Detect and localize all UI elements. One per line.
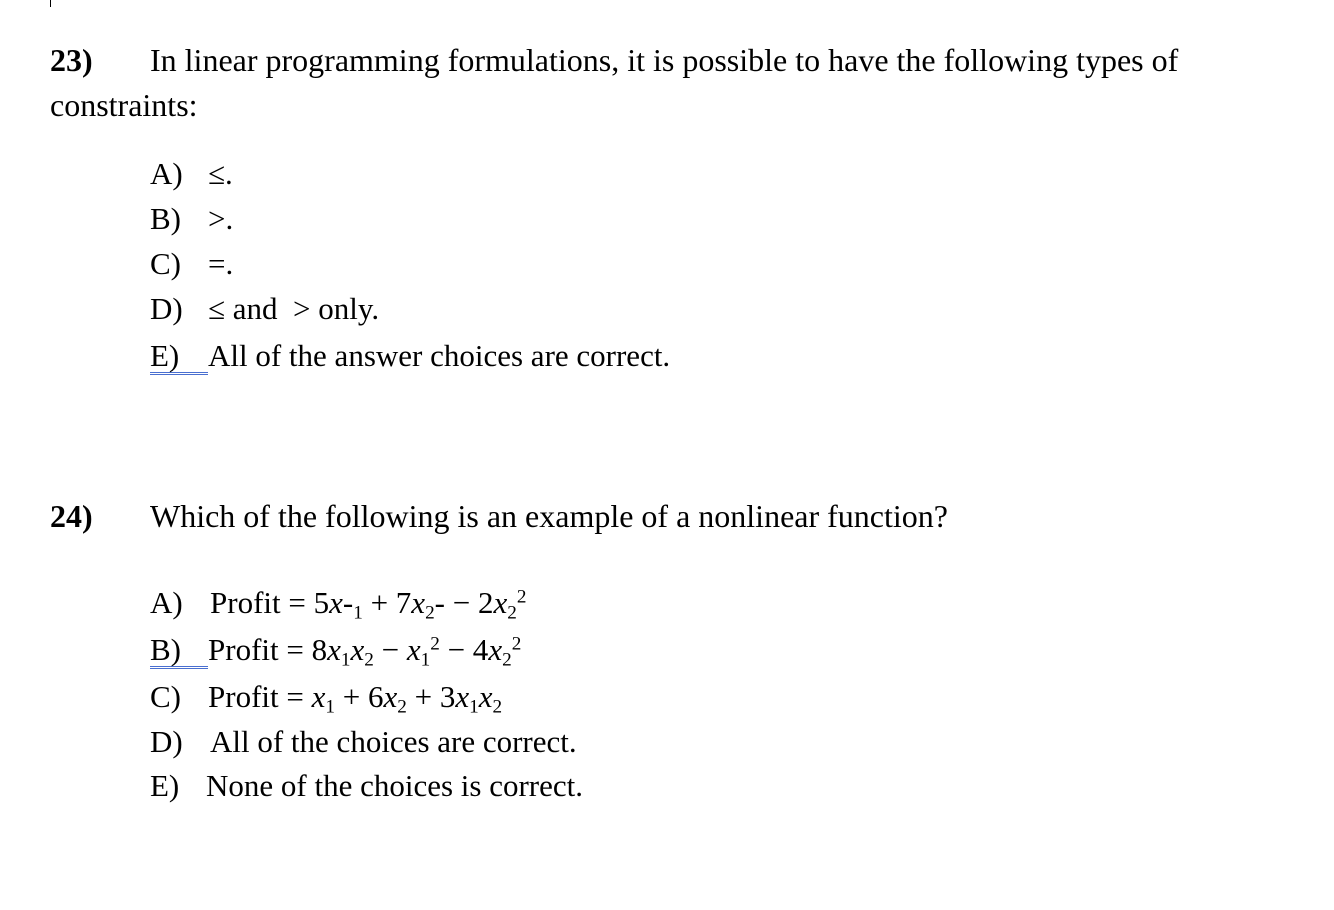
choice-letter: D) (150, 291, 183, 326)
choice-text: =. (208, 246, 234, 281)
choice-b-correct[interactable] (150, 634, 521, 669)
choice-a[interactable] (150, 158, 233, 189)
choice-e-correct[interactable] (150, 340, 670, 375)
question-text: In linear programming formulations, it is possible to have the following types of (150, 42, 1179, 78)
choice-a[interactable] (150, 585, 527, 624)
choice-b[interactable] (150, 203, 233, 234)
choice-letter-marked: E) (150, 340, 208, 375)
choice-letter: E) (150, 768, 180, 803)
choice-formula: = $8x_1x_2 - x_1^2 - 4x_2^2$ (278, 632, 522, 671)
choice-letter: D) (150, 724, 183, 759)
question-number: 23) (50, 42, 93, 78)
choice-text: ≤. (208, 156, 233, 191)
choice-d[interactable] (150, 726, 577, 757)
choice-letter: B) (150, 201, 181, 236)
choice-d[interactable] (150, 293, 379, 324)
question-text: Which of the following is an example of a nonlinear function? (150, 498, 948, 534)
choice-c[interactable] (150, 248, 233, 279)
choice-formula: = $5x-_1 + 7x_2- - 2x_2^2$ (280, 585, 527, 624)
choice-c[interactable] (150, 679, 503, 718)
choice-letter: C) (150, 679, 181, 714)
choice-label: Profit (210, 585, 281, 620)
choice-text: All of the answer choices are correct. (208, 338, 671, 373)
choice-letter: A) (150, 585, 183, 620)
choice-letter: A) (150, 156, 183, 191)
choice-text: None of the choices is correct. (206, 768, 584, 803)
question-text-continued: constraints: (50, 87, 198, 123)
choice-text: >. (208, 201, 234, 236)
question-number: 24) (50, 498, 93, 534)
choice-text: All of the choices are correct. (210, 724, 577, 759)
choice-letter-marked: B) (150, 634, 208, 669)
choice-text: ≤ and > only. (208, 291, 380, 326)
choice-label: Profit (208, 679, 279, 714)
choice-letter: C) (150, 246, 181, 281)
text-cursor-mark (50, 0, 51, 7)
choice-e[interactable] (150, 770, 583, 801)
choice-label: Profit (208, 632, 279, 667)
choice-formula: = $x_1 + 6x_2 + 3x_1x_2$ (278, 679, 503, 718)
